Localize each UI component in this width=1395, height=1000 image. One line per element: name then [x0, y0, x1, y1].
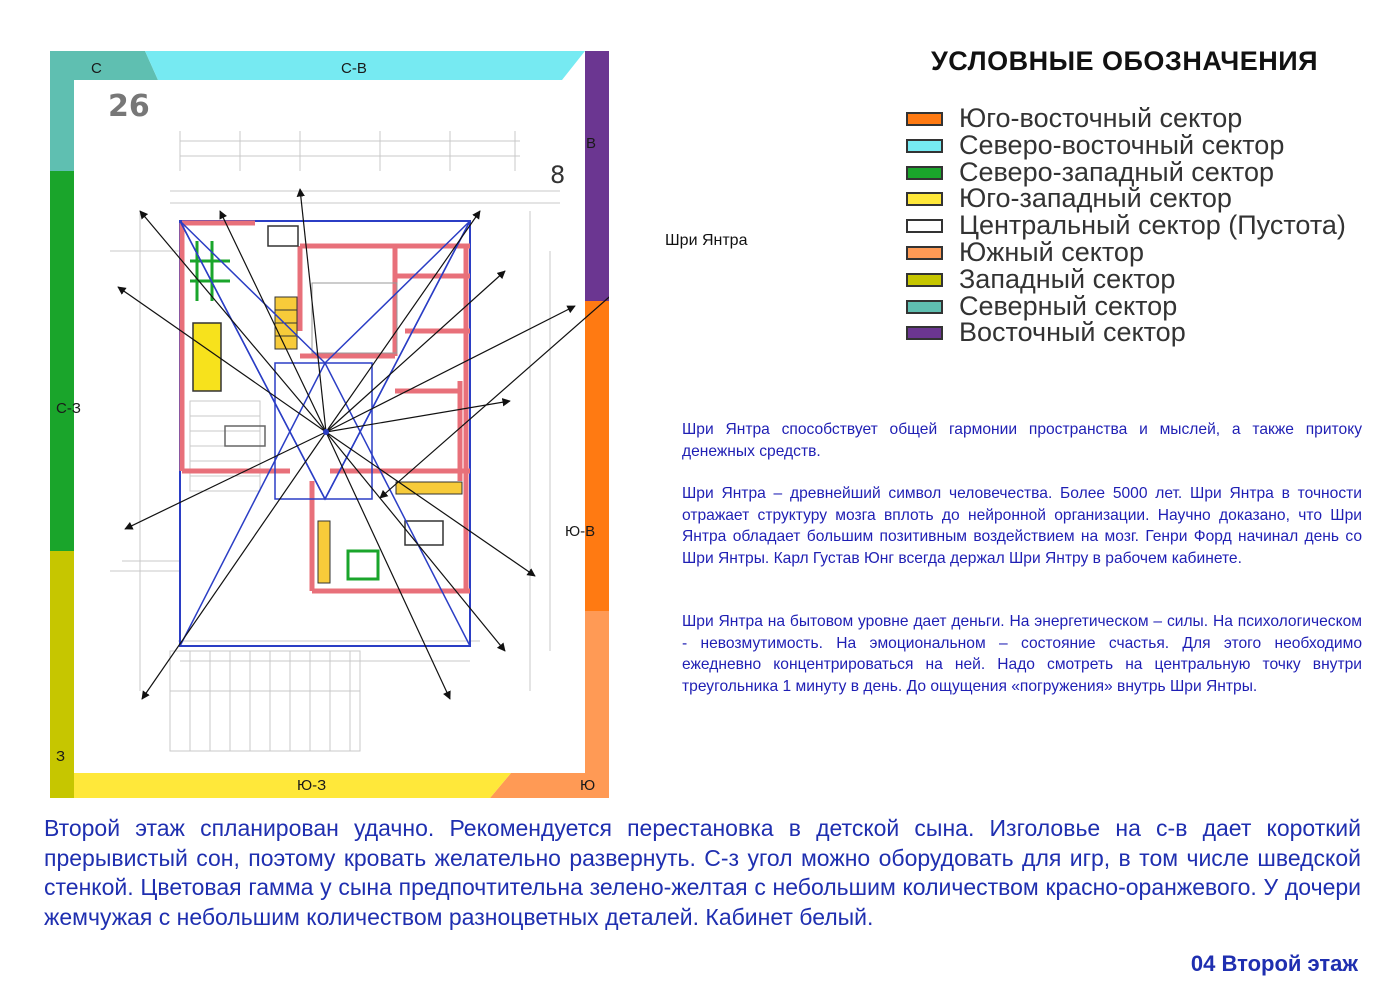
legend-swatch: [906, 300, 943, 314]
direction-label-ne: С-В: [341, 60, 367, 77]
direction-label-e: В: [586, 135, 597, 152]
description-paragraph-2: Шри Янтра – древнейший символ человечества. Более 5000 лет. Шри Янтра в точности отражает структуру мозга вплоть до нейронной организации. Научно доказано, что Шри Янтра обладает большим позитивным воздействием на мозг. Генри Форд начинал день со Шри Янтры. Карл Густав Юнг всегда держал Шри Янтру в рабочем кабинете.: [682, 485, 1362, 567]
center-point: [323, 429, 329, 435]
direction-label-nw: С-З: [56, 400, 81, 417]
legend-label: Северный сектор: [959, 290, 1178, 321]
sri-yantra-callout-label: Шри Янтра: [665, 232, 748, 249]
direction-label-n: С: [91, 60, 102, 77]
legend-label: Юго-западный сектор: [959, 183, 1232, 214]
plan-number-small: 8: [550, 161, 566, 189]
sector-northwest: [50, 171, 74, 551]
legend-swatch: [906, 112, 943, 126]
legend-label: Южный сектор: [959, 236, 1144, 267]
legend-swatch: [906, 219, 943, 233]
legend-swatch: [906, 246, 943, 260]
legend-label: Юго-восточный сектор: [959, 103, 1243, 133]
sector-east: [585, 51, 609, 301]
legend-swatch: [906, 192, 943, 206]
direction-label-w: З: [56, 748, 66, 765]
sector-southeast: [585, 301, 609, 611]
direction-label-sw: Ю-З: [297, 777, 327, 794]
legend-swatch: [906, 166, 943, 180]
legend-title: УСЛОВНЫЕ ОБОЗНАЧЕНИЯ: [931, 46, 1319, 76]
legend-swatch: [906, 326, 943, 340]
legend-label: Центральный сектор (Пустота): [959, 210, 1346, 241]
sector-southwest: [74, 773, 511, 798]
description-paragraph-3: Шри Янтра на бытовом уровне дает деньги. На энергетическом – силы. На психологическом - невозмутимость. На эмоциональном – состояние счастья. Для этого необходимо ежедневно концентрироваться на ней. Надо смотреть на центральную точку внутри треугольника 1 минуту в день. До ощущения «погружения» внутрь Шри Янтры.: [682, 613, 1362, 695]
direction-label-s: Ю: [580, 777, 596, 794]
direction-label-se: Ю-В: [565, 523, 596, 540]
floor-plan: [50, 51, 609, 798]
legend-swatch: [906, 139, 943, 153]
legend-swatch: [906, 273, 943, 287]
legend-label: Северо-восточный сектор: [959, 129, 1285, 160]
description-paragraph-1: Шри Янтра способствует общей гармонии пространства и мыслей, а также притоку денежных средств.: [682, 421, 1362, 460]
page-footer: 04 Второй этаж: [1190, 951, 1358, 976]
floor-plan-drawing: [50, 51, 609, 798]
recommendation-text: Второй этаж спланирован удачно. Рекомендуется перестановка в детской сына. Изголовье на с-в дает короткий прерывистый сон, поэтому кровать желательно развернуть. С-з угол можно оборудовать для игр, в том числе шведской стенкой. Цветовая гамма у сына предпочтительна зелено-желтая с небольшим количеством красно-оранжевого. У дочери жемчужая с небольшим количеством разноцветных деталей. Кабинет белый.: [44, 815, 1361, 930]
legend-label: Восточный сектор: [959, 317, 1186, 348]
legend-label: Северо-западный сектор: [959, 156, 1275, 187]
legend-label: Западный сектор: [959, 263, 1176, 294]
plan-number-corner: 26: [108, 89, 150, 124]
